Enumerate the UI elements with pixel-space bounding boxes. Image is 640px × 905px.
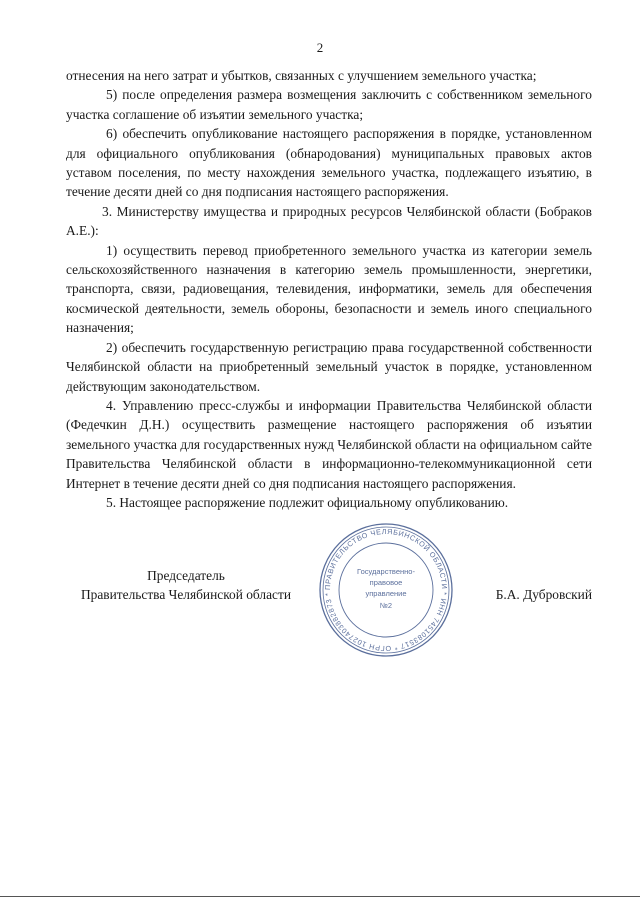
stamp-inner-line4: №2 <box>379 601 393 610</box>
signatory-title <box>66 566 306 605</box>
paragraph-item-5: 5) после определения размера возмещения заключить с собственником земельного участка соглашение об изъятии земельного участка; <box>66 87 592 122</box>
signatory-title-line1: Председатель <box>147 568 225 583</box>
stamp-inner-line3: управление <box>365 589 407 598</box>
signatory-name: Б.А. Дубровский <box>495 587 592 603</box>
paragraph-continuation: отнесения на него затрат и убытков, связанных с улучшением земельного участка; <box>66 68 537 83</box>
paragraph-section-5: 5. Настоящее распоряжение подлежит официальному опубликованию. <box>106 494 509 510</box>
signatory-title-line2: Правительства Челябинской области <box>81 587 291 603</box>
paragraph-section-4: 4. Управлению пресс-службы и информации Правительства Челябинской области (Федечкин Д.Н.) осуществить размещение настоящего распоряжения об изъятии земельного участка для государственных нужд Челябинской области на официальном сайте Правительства Челябинской области в информационно-телекоммуникационной сети Интернет в течение десяти дней со дня подписания настоящего распоряжения. <box>66 397 592 491</box>
stamp-outer-text: ПРАВИТЕЛЬСТВО ЧЕЛЯБИНСКОЙ ОБЛАСТИ * ИНН 7451083517 * ОГРН 1027403882873 * <box>322 526 450 654</box>
page-number: 2 <box>316 40 324 55</box>
stamp-inner-line1: Государственно- <box>357 567 415 576</box>
official-seal-stamp <box>316 520 456 660</box>
stamp-inner-text <box>357 567 415 610</box>
document-body <box>66 66 592 512</box>
paragraph-item-6: 6) обеспечить опубликование настоящего распоряжения в порядке, установленном для официального опубликования (обнародования) муниципальных правовых актов уставом поселения, по месту нахождения земельного участка, подлежащего изъятию, в течение десяти дней со дня подписания настоящего распоряжения. <box>66 126 592 200</box>
page-bottom-divider <box>0 896 640 897</box>
stamp-inner-line2: правовое <box>369 578 403 587</box>
paragraph-section-3-item-1: 1) осуществить перевод приобретенного земельного участка из категории земель сельскохозяйственного назначения в категорию земель промышленности, энергетики, транспорта, связи, радиовещания, телевидения, информатики, земель для обеспечения космической деятельности, земель обороны, безопасности и земель иного специального назначения; <box>66 242 592 336</box>
paragraph-section-3-item-2: 2) обеспечить государственную регистрацию права государственной собственности Челябинской области на приобретенный земельный участок в порядке, установленном действующим законодательством. <box>66 339 592 394</box>
paragraph-section-3: 3. Министерству имущества и природных ресурсов Челябинской области (Бобраков А.Е.): <box>66 203 592 239</box>
